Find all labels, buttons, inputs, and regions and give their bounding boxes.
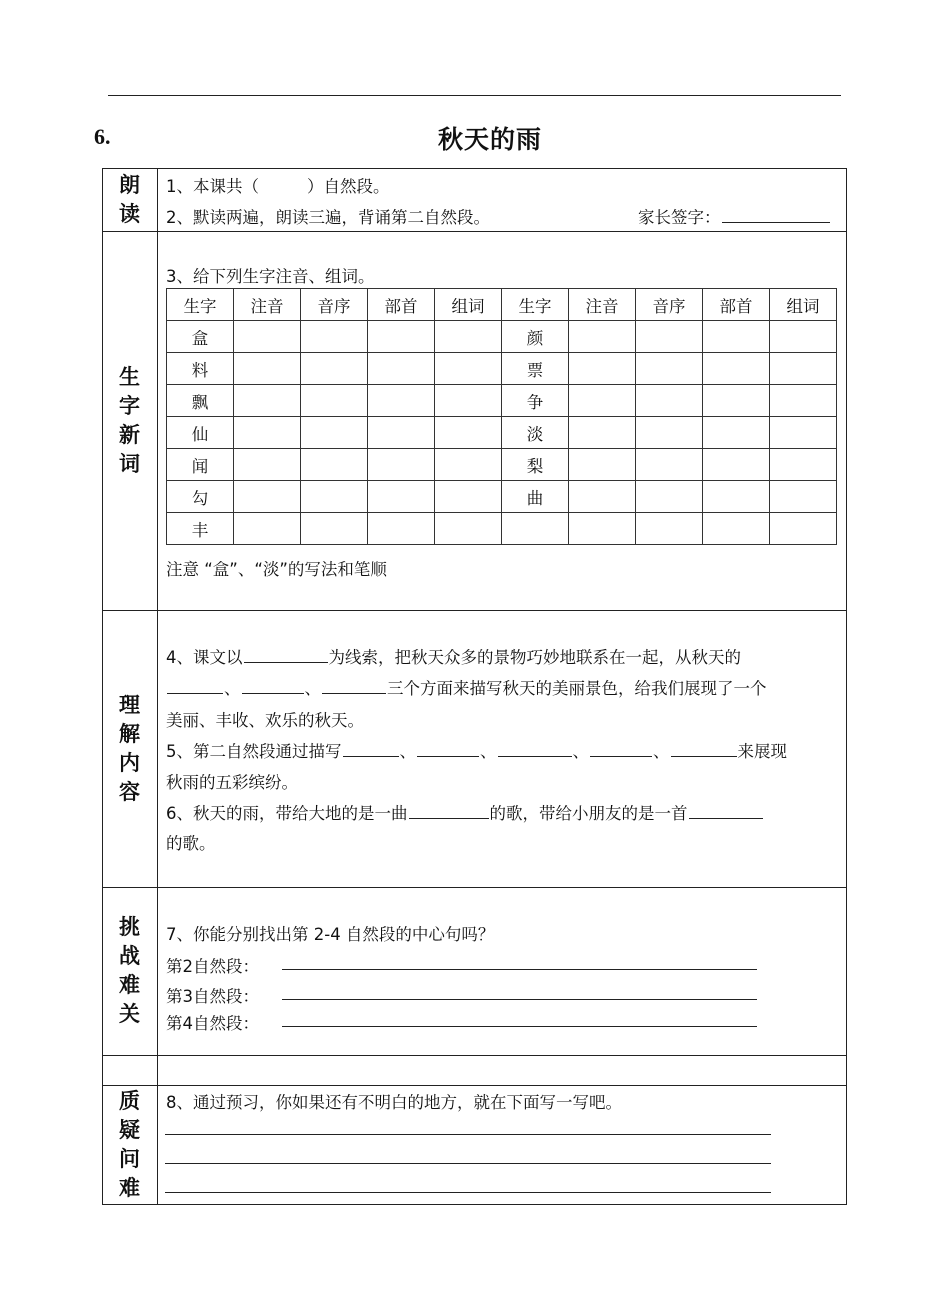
answer-cell[interactable] [569,353,636,385]
header-cell: 部首 [368,289,435,321]
header-rule [108,95,841,96]
question-5-line-1: 5、第二自然段通过描写 、 、 、 、 来展现 [166,742,787,761]
question-4-line-2: 、 、 三个方面来描写秋天的美丽景色，给我们展现了一个 [166,675,767,699]
character-cell: 仙 [167,417,234,449]
answer-cell[interactable] [569,449,636,481]
answer-cell[interactable] [368,513,435,545]
answer-cell[interactable] [770,449,837,481]
parent-signature-field[interactable] [722,206,830,223]
question-answer-line[interactable] [165,1163,771,1164]
answer-cell[interactable] [301,481,368,513]
answer-cell[interactable] [636,513,703,545]
section-divider [102,1085,847,1086]
header-cell: 组词 [435,289,502,321]
table-row [167,385,837,417]
answer-cell[interactable] [301,385,368,417]
answer-cell[interactable] [569,513,636,545]
header-cell: 音序 [636,289,703,321]
answer-blank[interactable] [689,802,763,819]
answer-cell[interactable] [770,321,837,353]
character-cell: 料 [167,353,234,385]
answer-cell[interactable] [770,353,837,385]
answer-cell[interactable] [636,481,703,513]
section-label-comprehension: 理 解 内 容 [119,692,140,804]
paragraph-3-label: 第3自然段： [166,987,259,1006]
character-cell: 盒 [167,321,234,353]
paragraph-count-question: 1、本课共（ ）自然段。 [166,177,390,196]
table-row [167,353,837,385]
answer-blank[interactable] [244,646,328,663]
character-cell: 飘 [167,385,234,417]
answer-cell[interactable] [234,385,301,417]
answer-cell[interactable] [636,353,703,385]
answer-cell[interactable] [435,321,502,353]
answer-cell[interactable] [301,417,368,449]
table-header-row [167,289,837,321]
answer-cell[interactable] [703,481,770,513]
answer-cell[interactable] [435,385,502,417]
character-cell: 争 [502,385,569,417]
question-4-line-3: 美丽、丰收、欢乐的秋天。 [166,711,364,730]
table-row [167,449,837,481]
answer-cell[interactable] [703,513,770,545]
answer-cell[interactable] [569,417,636,449]
answer-cell[interactable] [234,417,301,449]
answer-cell[interactable] [368,481,435,513]
answer-blank[interactable] [242,677,304,694]
answer-cell[interactable] [703,353,770,385]
answer-cell[interactable] [703,385,770,417]
page-title: 秋天的雨 [437,125,542,154]
question-6-line-2: 的歌。 [166,834,216,853]
paragraph-4-answer-line[interactable] [282,1026,757,1027]
character-cell: 淡 [502,417,569,449]
section-divider [102,1055,847,1056]
section-divider [102,231,847,232]
header-cell: 生字 [502,289,569,321]
character-cell: 票 [502,353,569,385]
answer-cell[interactable] [636,385,703,417]
header-cell: 组词 [770,289,837,321]
paragraph-4-label: 第4自然段： [166,1014,259,1033]
answer-cell[interactable] [234,449,301,481]
answer-blank[interactable] [409,802,489,819]
character-cell: 颜 [502,321,569,353]
answer-cell[interactable] [770,481,837,513]
header-cell: 音序 [301,289,368,321]
section-divider [102,887,847,888]
label-column-divider [157,168,158,1205]
answer-blank[interactable] [417,740,479,757]
answer-cell[interactable] [368,417,435,449]
character-cell: 闻 [167,449,234,481]
answer-cell[interactable] [703,449,770,481]
writing-note: 注意 “盒”、“淡”的写法和笔顺 [166,560,387,579]
answer-cell[interactable] [301,321,368,353]
answer-cell[interactable] [234,353,301,385]
header-cell: 部首 [703,289,770,321]
answer-cell[interactable] [435,417,502,449]
answer-cell[interactable] [435,513,502,545]
question-answer-line[interactable] [165,1134,771,1135]
answer-cell[interactable] [569,321,636,353]
answer-cell[interactable] [368,321,435,353]
character-cell: 曲 [502,481,569,513]
answer-cell[interactable] [301,353,368,385]
answer-cell[interactable] [368,385,435,417]
answer-cell[interactable] [636,417,703,449]
section-label-challenge: 挑 战 难 关 [119,915,140,1026]
answer-blank[interactable] [322,677,386,694]
characters-table [166,288,837,545]
parent-signature: 家长签字： [638,204,831,228]
answer-cell[interactable] [435,481,502,513]
answer-cell[interactable] [368,449,435,481]
paragraph-2-answer-line[interactable] [282,969,757,970]
section-label-reading: 朗 读 [119,172,140,226]
table-row [167,481,837,513]
question-6-line-1: 6、秋天的雨，带给大地的是一曲 的歌，带给小朋友的是一首 [166,800,764,824]
answer-blank[interactable] [343,740,399,757]
answer-blank[interactable] [590,740,652,757]
answer-blank[interactable] [167,677,223,694]
answer-cell[interactable] [435,449,502,481]
reading-instruction: 2、默读两遍，朗读三遍，背诵第二自然段。 [166,208,490,227]
question-answer-line[interactable] [165,1192,771,1193]
answer-cell[interactable] [301,449,368,481]
answer-blank[interactable] [671,740,737,757]
answer-cell[interactable] [435,353,502,385]
section-label-new-words: 生 字 新 词 [119,364,140,476]
answer-cell[interactable] [234,481,301,513]
table-row [167,321,837,353]
answer-cell[interactable] [770,513,837,545]
answer-cell[interactable] [703,417,770,449]
header-cell: 注音 [569,289,636,321]
answer-cell[interactable] [301,513,368,545]
question-7: 7、你能分别找出第 2-4 自然段的中心句吗？ [166,925,495,944]
answer-cell[interactable] [569,385,636,417]
question-4-line-1: 4、课文以 为线索，把秋天众多的景物巧妙地联系在一起，从秋天的 [166,648,741,667]
header-cell: 注音 [234,289,301,321]
table-row [167,513,837,545]
section-divider [102,610,847,611]
question-8: 8、通过预习，你如果还有不明白的地方，就在下面写一写吧。 [166,1093,622,1112]
header-cell: 生字 [167,289,234,321]
answer-cell[interactable] [234,513,301,545]
answer-blank[interactable] [498,740,572,757]
character-cell: 丰 [167,513,234,545]
answer-cell[interactable] [636,321,703,353]
answer-cell[interactable] [502,513,569,545]
lesson-number: 6. [94,124,111,149]
paragraph-3-answer-line[interactable] [282,999,757,1000]
paragraph-2-label: 第2自然段： [166,957,259,976]
answer-cell[interactable] [703,321,770,353]
answer-cell[interactable] [770,417,837,449]
answer-cell[interactable] [636,449,703,481]
characters-prompt: 3、给下列生字注音、组词。 [166,267,375,286]
section-label-questions: 质 疑 问 难 [119,1089,140,1200]
characters-table-body [167,321,837,545]
answer-cell[interactable] [770,385,837,417]
character-cell: 梨 [502,449,569,481]
answer-cell[interactable] [569,481,636,513]
answer-cell[interactable] [234,321,301,353]
question-5-line-2: 秋雨的五彩缤纷。 [166,773,298,792]
table-row [167,417,837,449]
answer-cell[interactable] [368,353,435,385]
character-cell: 勾 [167,481,234,513]
